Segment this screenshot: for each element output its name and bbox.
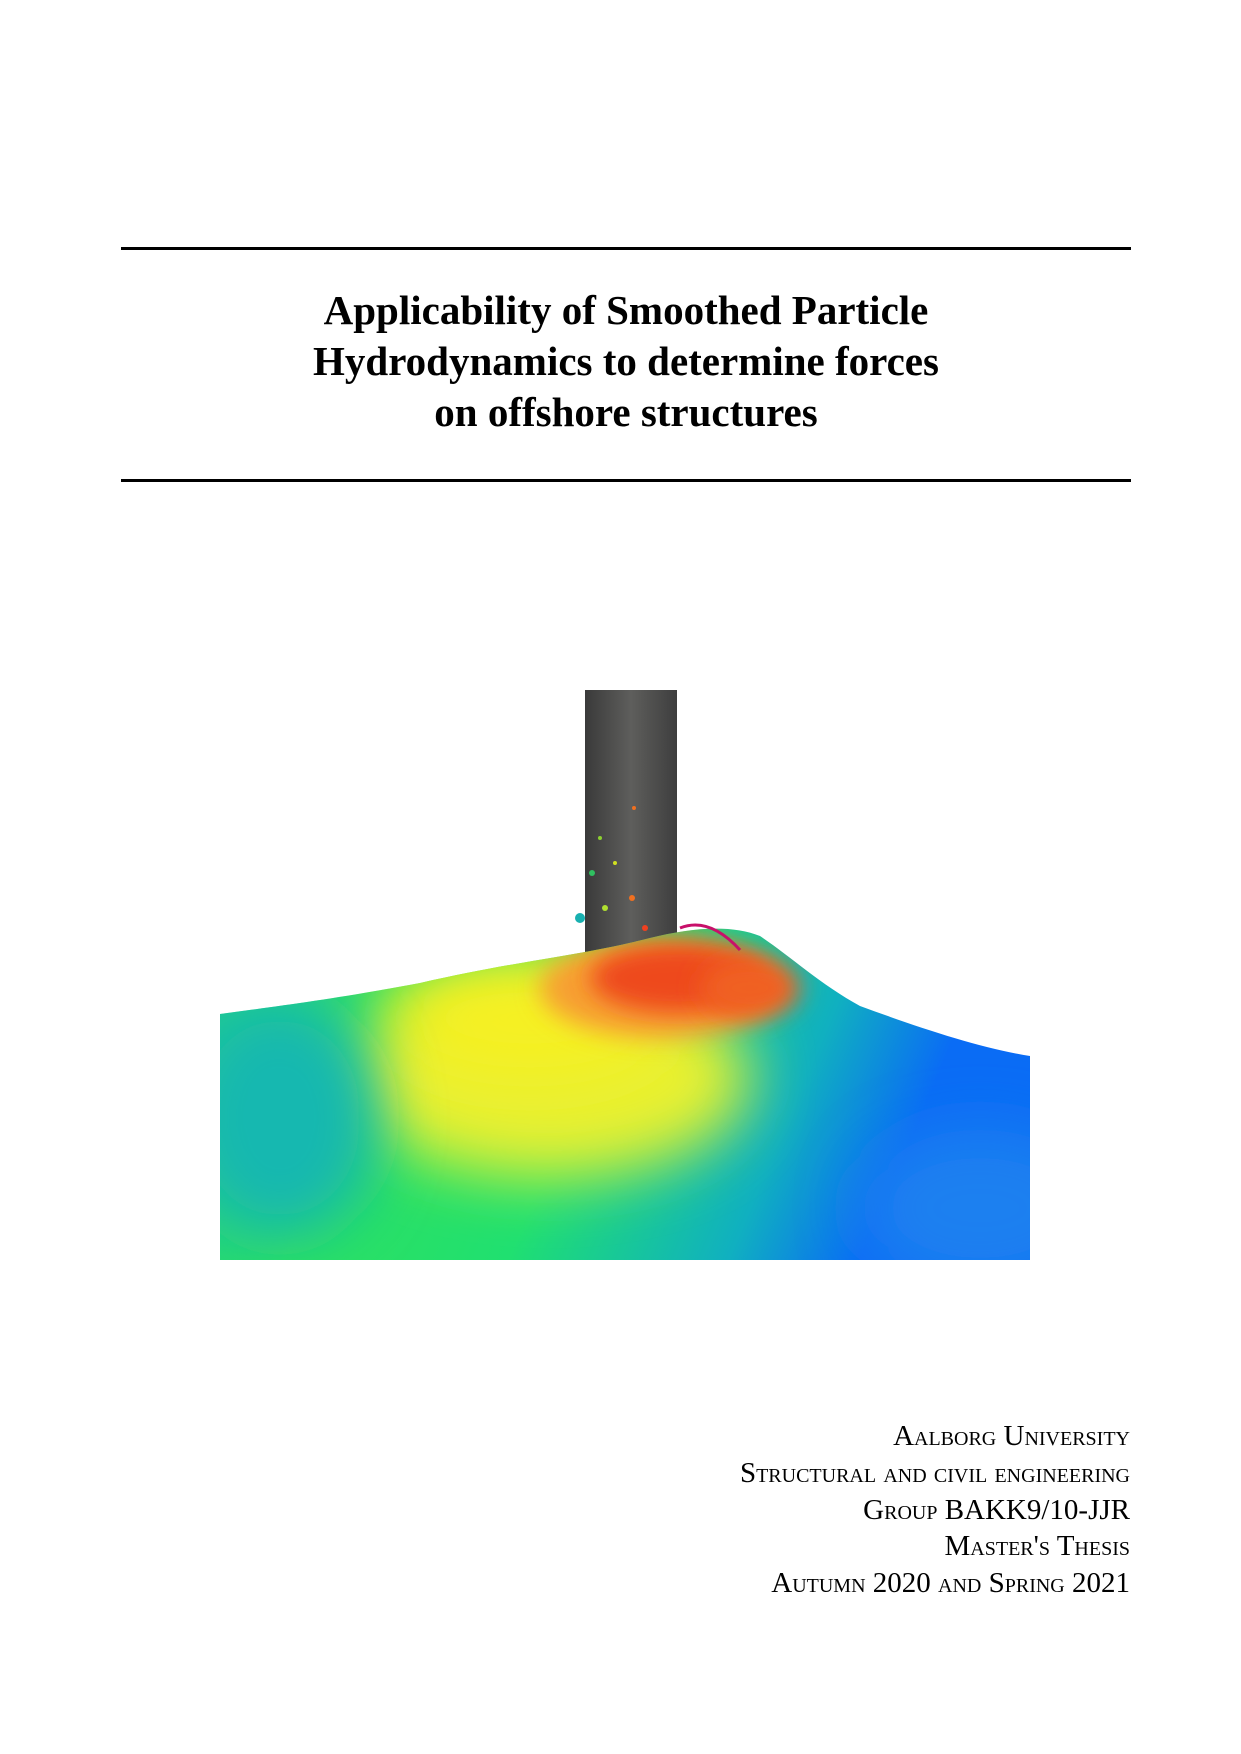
thesis-type: Master's Thesis xyxy=(944,1530,1130,1563)
department-name: Structural and civil engineering xyxy=(739,1456,1130,1489)
title-line-2: Hydrodynamics to determine forces xyxy=(313,338,939,384)
group-name: Group BAKK9/10-JJR xyxy=(863,1493,1130,1526)
thesis-info-block xyxy=(740,1418,1130,1602)
university-name: Aalborg University xyxy=(893,1420,1130,1452)
title-line-3: on offshore structures xyxy=(434,389,818,435)
sph-simulation-image xyxy=(220,688,1030,1260)
thesis-period: Autumn 2020 and Spring 2021 xyxy=(771,1567,1130,1600)
sph-simulation-figure xyxy=(220,688,1030,1260)
title-rule-top xyxy=(121,247,1131,250)
title-line-1: Applicability of Smoothed Particle xyxy=(323,287,929,333)
thesis-title xyxy=(121,285,1131,438)
pile-structure xyxy=(585,690,677,975)
title-rule-bottom xyxy=(121,479,1131,482)
